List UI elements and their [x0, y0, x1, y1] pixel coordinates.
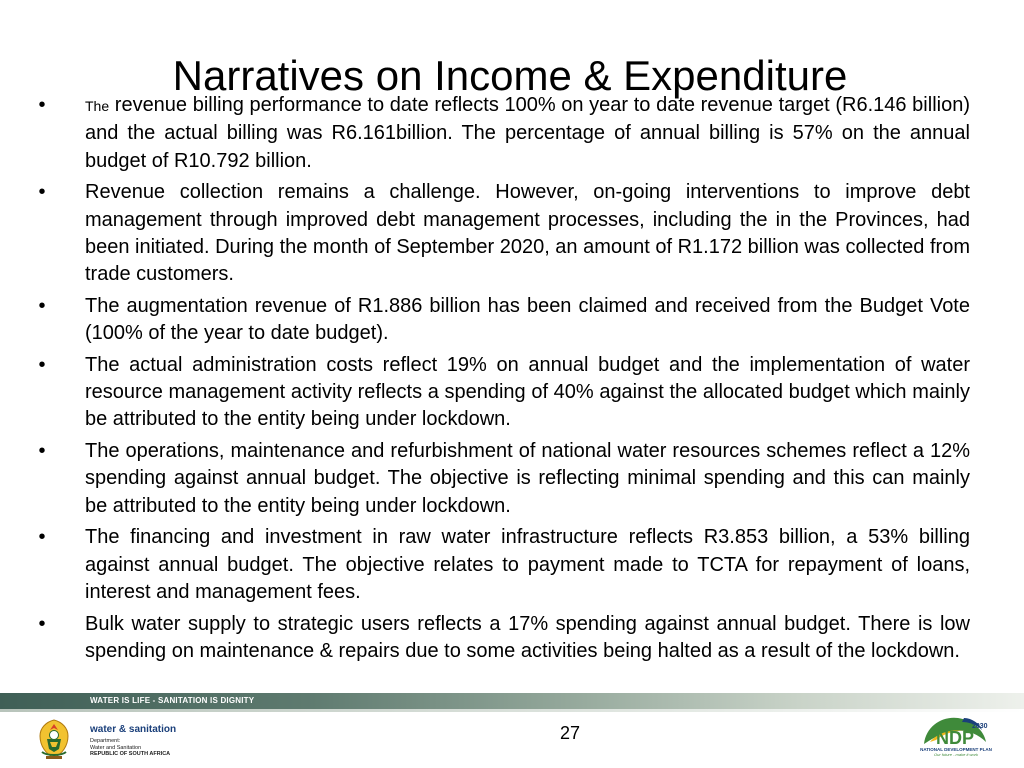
footer-slogan: WATER IS LIFE - SANITATION IS DIGNITY [90, 696, 255, 705]
bullet-marker: • [38, 440, 46, 463]
bullet-marker: • [38, 612, 46, 635]
bullet-item-5 [34, 438, 970, 520]
ndp-tagline: Our future - make it work [933, 752, 978, 757]
bullet-marker: • [38, 94, 46, 116]
bullet-item-7 [34, 611, 970, 666]
bullet-text: The operations, maintenance and refurbishment of national water resources schemes reflect a 12% spending against annual budget. The objective is reflecting minimal spending and this can mainly be attributed to the entity being under lockdown. [85, 440, 970, 517]
page-number: 27 [559, 723, 581, 743]
bullet-text: The augmentation revenue of R1.886 billion has been claimed and received from the Budget Vote (100% of the year to date budget). [85, 294, 970, 345]
department-brand: water & sanitation [90, 724, 177, 735]
department-label: Department: [90, 738, 121, 744]
bullet-marker: • [38, 353, 46, 376]
bullet-marker: • [38, 181, 46, 204]
bullet-text: The actual administration costs reflect 19% on annual budget and the implementation of water resource management activity reflects a spending of 40% against the allocated budget which mainly be attributed to the entity being under lockdown. [85, 353, 970, 431]
bullet-item-2 [34, 179, 970, 288]
coat-of-arms-icon [34, 716, 74, 762]
bullet-item-6 [34, 524, 970, 606]
slide-title: Narratives on Income & Expenditure [172, 52, 848, 100]
bullet-text: Revenue collection remains a challenge. However, on-going interventions to improve debt management through improved debt management processes, including the in the Provinces, had been initiated. During the month of September 2020, an amount of R1.172 billion was collected from trade customers. [85, 181, 970, 286]
ndp-logo-icon [916, 712, 994, 768]
footer-band-shadow [0, 709, 1024, 712]
ndp-caption [906, 747, 1006, 757]
bullet-lead-word: The [85, 98, 110, 114]
bullet-marker: • [38, 294, 46, 317]
bullet-item-4 [34, 352, 970, 434]
bullet-text: revenue billing performance to date reflects 100% on year to date revenue target (R6.146 billion) and the actual billing was R6.161billion. The percentage of annual billing is 57% on the annual budget of R10.792 billion. [85, 94, 970, 172]
department-country: REPUBLIC OF SOUTH AFRICA [90, 751, 171, 757]
department-branding [90, 724, 230, 758]
bullet-text: Bulk water supply to strategic users reflects a 17% spending against annual budget. There is low spending on maintenance & repairs due to some activities being halted as a result of the lockdown. [85, 612, 970, 662]
bullet-item-3 [34, 293, 970, 348]
bullet-item-1 [34, 92, 970, 175]
bullet-marker: • [38, 526, 46, 549]
ndp-name: NATIONAL DEVELOPMENT PLAN [920, 747, 992, 752]
ndp-year: 2030 [972, 723, 988, 730]
ndp-logo-text: NDP [936, 728, 975, 748]
department-name: Water and Sanitation [90, 744, 142, 751]
bullet-text: The financing and investment in raw water infrastructure reflects R3.853 billion, a 53% billing against annual budget. The objective relates to payment made to TCTA for repayment of loans, interest and management fees. [85, 526, 970, 603]
bullet-list [34, 92, 970, 670]
